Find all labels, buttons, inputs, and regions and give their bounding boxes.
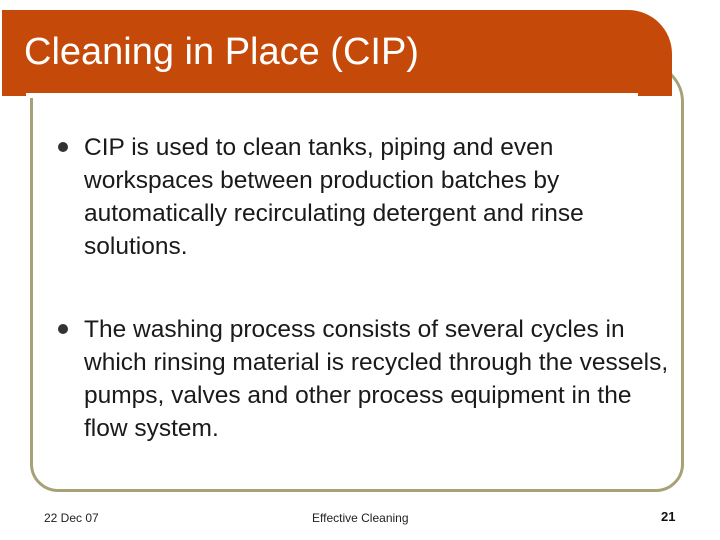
bullet-item-1: CIP is used to clean tanks, piping and even workspaces between production batches by automatically recirculating detergent and rinse solutions. <box>84 134 584 260</box>
page-number: 21 <box>661 509 676 524</box>
bullet-icon <box>58 142 68 152</box>
bullet-item-2: The washing process consists of several cycles in which rinsing material is recycled through the vessels, pumps, valves and other process equipment in the flow system. <box>84 316 669 442</box>
bullet-icon <box>58 324 68 334</box>
slide-title: Cleaning in Place (CIP) <box>24 31 419 73</box>
footer-date: 22 Dec 07 <box>44 511 99 525</box>
title-underline <box>26 93 638 98</box>
footer-title: Effective Cleaning <box>312 511 409 525</box>
